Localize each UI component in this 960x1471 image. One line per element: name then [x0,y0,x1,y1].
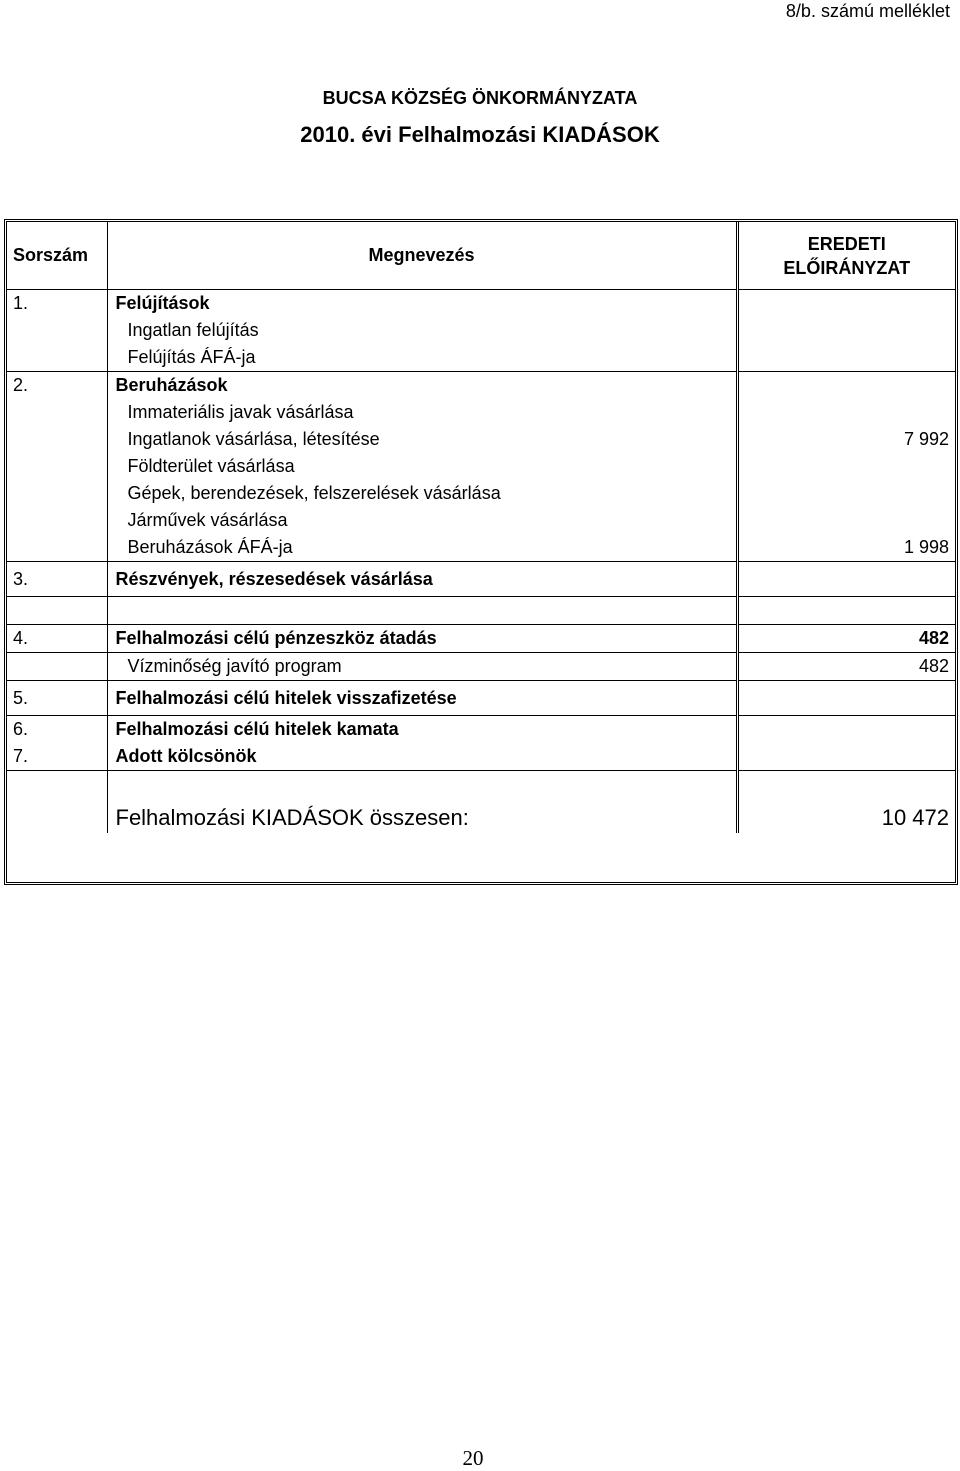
row-number [7,507,107,534]
header-name: Megnevezés [107,222,737,290]
row-name: Adott kölcsönök [107,743,737,771]
row-value [737,399,955,426]
row-name: Felhalmozási célú pénzeszköz átadás [107,625,737,653]
row-number: 3. [7,562,107,597]
row-value [737,716,955,744]
table-row [7,534,955,562]
row-number [7,480,107,507]
table-row [7,480,955,507]
table-row [7,743,955,771]
table-row [7,372,955,400]
row-value [737,507,955,534]
row-name: Földterület vásárlása [107,453,737,480]
row-number: 6. [7,716,107,744]
table-row [7,653,955,681]
table-row [7,597,955,625]
table-row [7,681,955,716]
total-label: Felhalmozási KIADÁSOK összesen: [107,771,737,834]
row-name: Felújítások [107,290,737,318]
row-name: Felhalmozási célú hitelek kamata [107,716,737,744]
table-row [7,317,955,344]
row-name: Gépek, berendezések, felszerelések vásárlása [107,480,737,507]
total-number-cell [7,771,107,834]
total-value: 10 472 [881,805,949,830]
row-number [7,426,107,453]
annex-label: 8/b. számú melléklet [785,1,950,21]
row-value [737,317,955,344]
row-value [737,681,955,716]
table-row [7,426,955,453]
row-name: Részvények, részesedések vásárlása [107,562,737,597]
organization-name: BUCSA KÖZSÉG ÖNKORMÁNYZATA [322,88,638,108]
total-row [7,771,955,834]
row-number [7,317,107,344]
header-value [737,222,955,290]
row-value [737,453,955,480]
table-row [7,290,955,318]
row-number: 7. [7,743,107,771]
row-number [7,597,107,625]
row-name [107,597,737,625]
row-name: Beruházások ÁFÁ-ja [107,534,737,562]
row-name: Járművek vásárlása [107,507,737,534]
row-number [7,399,107,426]
row-name: Beruházások [107,372,737,400]
row-value [737,344,955,372]
row-number: 4. [7,625,107,653]
row-name: Vízminőség javító program [107,653,737,681]
row-value [737,290,955,318]
row-value: 1 998 [737,534,955,562]
row-name: Ingatlan felújítás [107,317,737,344]
row-value [737,480,955,507]
row-number [7,653,107,681]
table-header-row [7,222,955,290]
table-row [7,507,955,534]
row-number [7,453,107,480]
row-value [737,597,955,625]
header-value-line2: ELŐIRÁNYZAT [783,257,911,278]
row-name: Immateriális javak vásárlása [107,399,737,426]
expenditure-table [7,222,955,833]
row-number: 5. [7,681,107,716]
row-name: Felhalmozási célú hitelek visszafizetése [107,681,737,716]
row-number: 2. [7,372,107,400]
header-no: Sorszám [7,222,107,290]
page-title: 2010. évi Felhalmozási KIADÁSOK [300,122,660,147]
row-value [737,562,955,597]
row-number [7,534,107,562]
table-row [7,399,955,426]
row-value [737,372,955,400]
header-value-line1: EREDETI [807,233,886,254]
row-value [737,743,955,771]
row-name: Felújítás ÁFÁ-ja [107,344,737,372]
row-value: 482 [737,625,955,653]
expenditure-table-frame [4,219,958,885]
table-row [7,716,955,744]
table-row [7,625,955,653]
table-row [7,562,955,597]
page-number: 20 [462,1446,484,1470]
row-number: 1. [7,290,107,318]
row-value: 482 [737,653,955,681]
table-row [7,453,955,480]
row-value: 7 992 [903,429,949,449]
row-number [7,344,107,372]
row-name: Ingatlanok vásárlása, létesítése [107,426,737,453]
table-row [7,344,955,372]
